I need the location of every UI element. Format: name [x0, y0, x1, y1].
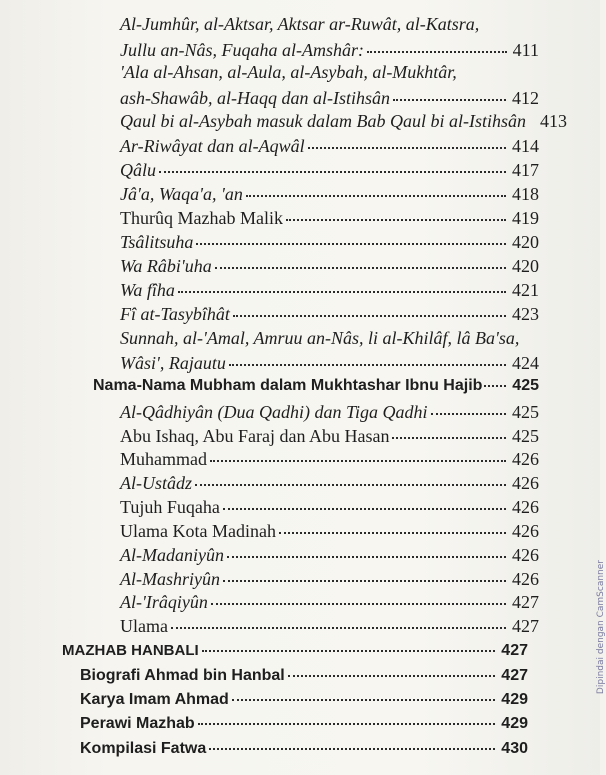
toc-page-number: 430 [501, 740, 528, 757]
toc-entry-title: Al-Mashriyûn [120, 569, 220, 589]
toc-page-number: 412 [512, 88, 539, 108]
dot-leader [227, 550, 506, 558]
toc-entry[interactable] [120, 304, 539, 325]
toc-entry[interactable] [120, 160, 539, 181]
toc-entry-line1: Sunnah, al-'Amal, Amruu an-Nâs, li al-Khilâf, lâ Ba'sa, [120, 328, 520, 348]
dot-leader [159, 165, 506, 173]
dot-leader [195, 478, 506, 486]
toc-entry[interactable] [120, 256, 539, 277]
toc-entry[interactable] [120, 280, 539, 301]
dot-leader [171, 621, 506, 629]
toc-entry[interactable] [120, 616, 539, 637]
toc-entry-title: Jullu an-Nâs, Fuqaha al-Amshâr: [120, 40, 364, 60]
toc-entry[interactable] [80, 715, 528, 733]
toc-page-number: 413 [539, 111, 567, 131]
toc-page-number: 424 [512, 353, 539, 373]
toc-page-number: 427 [512, 592, 539, 612]
toc-entry[interactable] [120, 232, 539, 253]
dot-leader [198, 717, 496, 725]
toc-entry-title: Abu Ishaq, Abu Faraj dan Abu Hasan [120, 426, 390, 446]
dot-leader [246, 189, 506, 197]
toc-entry-title: MAZHAB HANBALI [62, 642, 199, 659]
toc-entry-title: Jâ'a, Waqa'a, 'an [120, 184, 243, 204]
toc-page-number: 429 [501, 691, 528, 708]
toc-entry-title: Wâsi', Rajautu [120, 353, 226, 373]
toc-section-entry[interactable] [93, 377, 539, 395]
dot-leader [209, 742, 495, 750]
dot-leader [530, 118, 536, 124]
dot-leader [308, 141, 506, 149]
dot-leader [223, 502, 506, 510]
dot-leader [178, 285, 506, 293]
toc-page-number: 425 [512, 426, 539, 446]
toc-entry-title: Qâlu [120, 160, 156, 180]
toc-entry[interactable] [120, 449, 539, 470]
toc-entry-title: Ulama Kota Madinah [120, 521, 276, 541]
toc-page-number: 420 [512, 232, 539, 252]
toc-entry-title: Ulama [120, 616, 168, 636]
dot-leader [279, 526, 506, 534]
toc-page-number: 425 [512, 377, 539, 394]
scanner-watermark: Dipindai dengan CamScanner [596, 560, 606, 695]
toc-entry-title: Karya Imam Ahmad [80, 691, 229, 708]
toc-entry-title: Qaul bi al-Asybah masuk dalam Bab Qaul bi al-Istihsân [120, 111, 526, 131]
toc-entry-line1: 'Ala al-Ahsan, al-Aula, al-Asybah, al-Mukhtâr, [120, 62, 457, 82]
toc-page-number: 427 [501, 667, 528, 684]
toc-entry[interactable] [120, 402, 539, 423]
dot-leader [210, 454, 506, 462]
toc-entry-title: Biografi Ahmad bin Hanbal [80, 667, 285, 684]
toc-entry-title: Fî at-Tasybîhât [120, 304, 230, 324]
toc-entry[interactable] [120, 40, 539, 61]
toc-entry-title: Al-'Irâqiyûn [120, 592, 208, 612]
dot-leader [392, 431, 506, 439]
dot-leader [367, 45, 507, 53]
toc-entry[interactable] [120, 88, 539, 109]
toc-entry[interactable] [120, 592, 539, 613]
toc-entry[interactable] [80, 740, 528, 758]
toc-entry-title: Wa Râbi'uha [120, 256, 212, 276]
toc-entry[interactable] [80, 667, 528, 685]
dot-leader [229, 358, 506, 366]
toc-entry-title: Al-Qâdhiyân (Dua Qadhi) dan Tiga Qadhi [120, 402, 428, 422]
dot-leader [232, 693, 496, 701]
toc-entry[interactable] [80, 691, 528, 709]
dot-leader [393, 93, 506, 101]
toc-page-number: 417 [512, 160, 539, 180]
toc-page-number: 426 [512, 521, 539, 541]
dot-leader [431, 407, 507, 415]
toc-page-number: 429 [501, 715, 528, 732]
toc-chapter-entry[interactable] [62, 642, 528, 660]
toc-entry[interactable] [120, 497, 539, 518]
dot-leader [202, 644, 496, 652]
toc-page-number: 426 [512, 545, 539, 565]
toc-page-number: 414 [512, 136, 539, 156]
toc-page-number: 423 [512, 304, 539, 324]
toc-entry-title: Tujuh Fuqaha [120, 497, 220, 517]
toc-page-number: 425 [512, 402, 539, 422]
toc-page-number: 427 [501, 642, 528, 659]
toc-page-number: 419 [512, 208, 539, 228]
toc-entry-title: Perawi Mazhab [80, 715, 195, 732]
toc-entry-title: Nama-Nama Mubham dalam Mukhtashar Ibnu Hajib [93, 377, 483, 394]
toc-page-number: 426 [512, 449, 539, 469]
toc-page-number: 411 [512, 40, 539, 60]
dot-leader [288, 669, 496, 677]
toc-entry[interactable] [120, 521, 539, 542]
toc-entry-title: Tsâlitsuha [120, 232, 194, 252]
toc-entry[interactable] [120, 426, 539, 447]
toc-entry-title: Kompilasi Fatwa [80, 740, 207, 757]
toc-entry[interactable] [120, 473, 539, 494]
toc-page-number: 420 [512, 256, 539, 276]
dot-leader [215, 261, 506, 269]
toc-entry[interactable] [120, 569, 539, 590]
toc-entry-title: Al-Ustâdz [120, 473, 192, 493]
toc-page-number: 421 [512, 280, 539, 300]
toc-page-number: 426 [512, 473, 539, 493]
toc-entry-title: Thurûq Mazhab Malik [120, 208, 283, 228]
dot-leader [211, 597, 506, 605]
toc-entry[interactable] [120, 136, 539, 157]
dot-leader [286, 213, 506, 221]
toc-page-number: 426 [512, 497, 539, 517]
toc-entry-line1: Al-Jumhûr, al-Aktsar, Aktsar ar-Ruwât, al-Katsra, [120, 14, 480, 34]
toc-page-number: 426 [512, 569, 539, 589]
toc-entry[interactable] [120, 353, 539, 374]
toc-entry[interactable] [120, 111, 567, 132]
toc-entry[interactable] [120, 184, 539, 205]
toc-page-number: 427 [512, 616, 539, 636]
toc-page-number: 418 [512, 184, 539, 204]
toc-entry-title: Al-Madaniyûn [120, 545, 224, 565]
toc-entry-title: Wa fîha [120, 280, 175, 300]
toc-entry[interactable] [120, 545, 539, 566]
toc-entry[interactable] [120, 208, 539, 229]
dot-leader [223, 574, 506, 582]
dot-leader [233, 309, 506, 317]
toc-entry-title: ash-Shawâb, al-Haqq dan al-Istihsân [120, 88, 390, 108]
toc-entry-title: Ar-Riwâyat dan al-Aqwâl [120, 136, 305, 156]
dot-leader [196, 237, 506, 245]
dot-leader [484, 379, 506, 387]
toc-entry-title: Muhammad [120, 449, 207, 469]
